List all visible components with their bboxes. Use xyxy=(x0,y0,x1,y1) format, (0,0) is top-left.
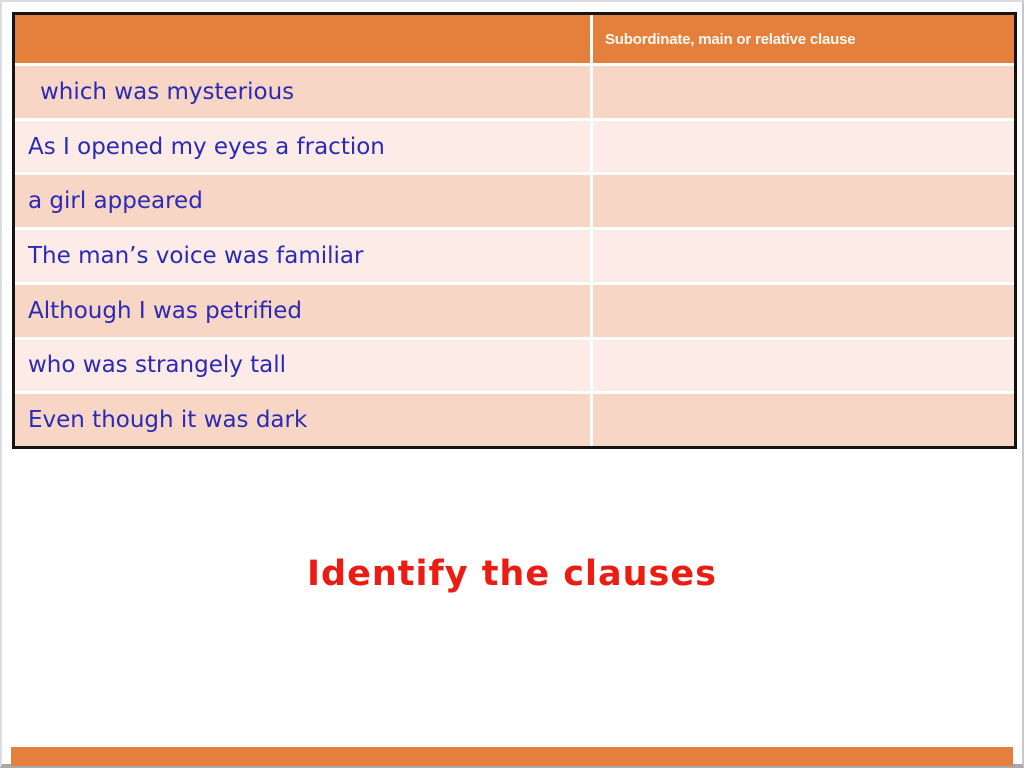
answer-cell xyxy=(593,394,1014,446)
page-title: Identify the clauses xyxy=(307,554,717,594)
clause-cell: who was strangely tall xyxy=(15,340,590,392)
clause-cell: which was mysterious xyxy=(15,66,590,118)
table-header-answer-cell xyxy=(593,15,1014,63)
clause-cell: As I opened my eyes a fraction xyxy=(15,121,590,173)
answer-cell xyxy=(593,285,1014,337)
clause-table xyxy=(12,12,1017,449)
table-header-answer-label: Subordinate, main or relative clause xyxy=(605,30,856,48)
clause-cell: The man’s voice was familiar xyxy=(15,230,590,282)
answer-cell xyxy=(593,175,1014,227)
table-header-clause-cell xyxy=(15,15,590,63)
answer-cell xyxy=(593,230,1014,282)
answer-cell xyxy=(593,66,1014,118)
clause-cell: Although I was petrified xyxy=(15,285,590,337)
answer-cell xyxy=(593,121,1014,173)
footer-accent-bar xyxy=(11,747,1013,766)
answer-cell xyxy=(593,340,1014,392)
clause-cell: a girl appeared xyxy=(15,175,590,227)
clause-cell: Even though it was dark xyxy=(15,394,590,446)
